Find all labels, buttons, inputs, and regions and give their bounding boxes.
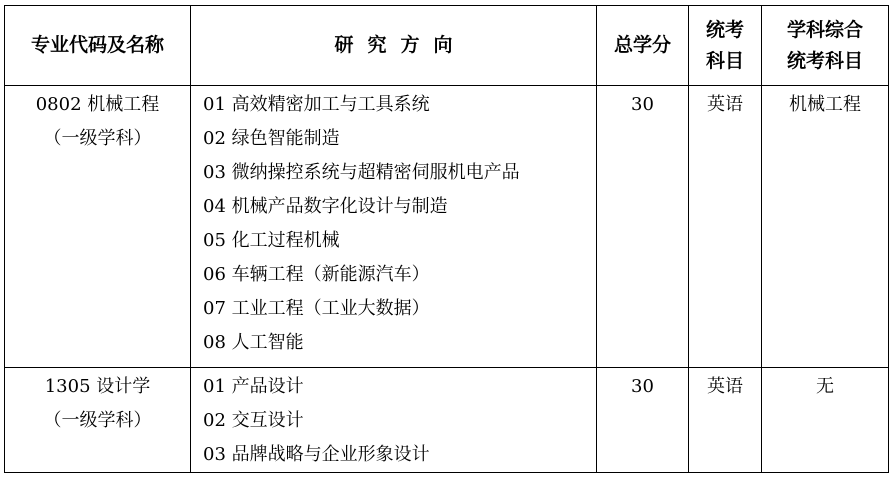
header-exam-subject: 统考 科目 <box>689 6 762 86</box>
direction-item: 02 交互设计 <box>203 410 304 431</box>
credits-cell: 30 <box>597 86 689 368</box>
major-cell <box>5 86 191 368</box>
direction-item: 06 车辆工程（新能源汽车） <box>203 264 430 285</box>
major-level: （一级学科） <box>43 410 152 431</box>
header-credits: 总学分 <box>597 6 689 86</box>
direction-item: 07 工业工程（工业大数据） <box>203 298 430 319</box>
direction-item: 01 高效精密加工与工具系统 <box>203 94 430 115</box>
direction-item: 08 人工智能 <box>203 332 304 353</box>
direction-item: 04 机械产品数字化设计与制造 <box>203 196 448 217</box>
major-level: （一级学科） <box>43 128 152 149</box>
direction-item: 02 绿色智能制造 <box>203 128 340 149</box>
header-major: 专业代码及名称 <box>5 6 191 86</box>
header-direction: 研究方向 <box>191 6 597 86</box>
direction-list <box>191 368 597 473</box>
table-row <box>5 86 889 368</box>
table-row <box>5 368 889 473</box>
header-comprehensive-subject: 学科综合 统考科目 <box>762 6 889 86</box>
header-row <box>5 6 889 86</box>
exam-subject-cell: 英语 <box>689 368 762 473</box>
major-name: 1305 设计学 <box>44 376 151 397</box>
comprehensive-subject-cell: 无 <box>762 368 889 473</box>
major-name: 0802 机械工程 <box>35 94 160 115</box>
comprehensive-subject-cell: 机械工程 <box>762 86 889 368</box>
direction-item: 03 品牌战略与企业形象设计 <box>203 444 430 465</box>
major-cell <box>5 368 191 473</box>
credits-cell: 30 <box>597 368 689 473</box>
direction-list <box>191 86 597 368</box>
direction-item: 01 产品设计 <box>203 376 304 397</box>
exam-subject-cell: 英语 <box>689 86 762 368</box>
direction-item: 05 化工过程机械 <box>203 230 340 251</box>
program-table <box>4 5 889 473</box>
direction-item: 03 微纳操控系统与超精密伺服机电产品 <box>203 162 520 183</box>
